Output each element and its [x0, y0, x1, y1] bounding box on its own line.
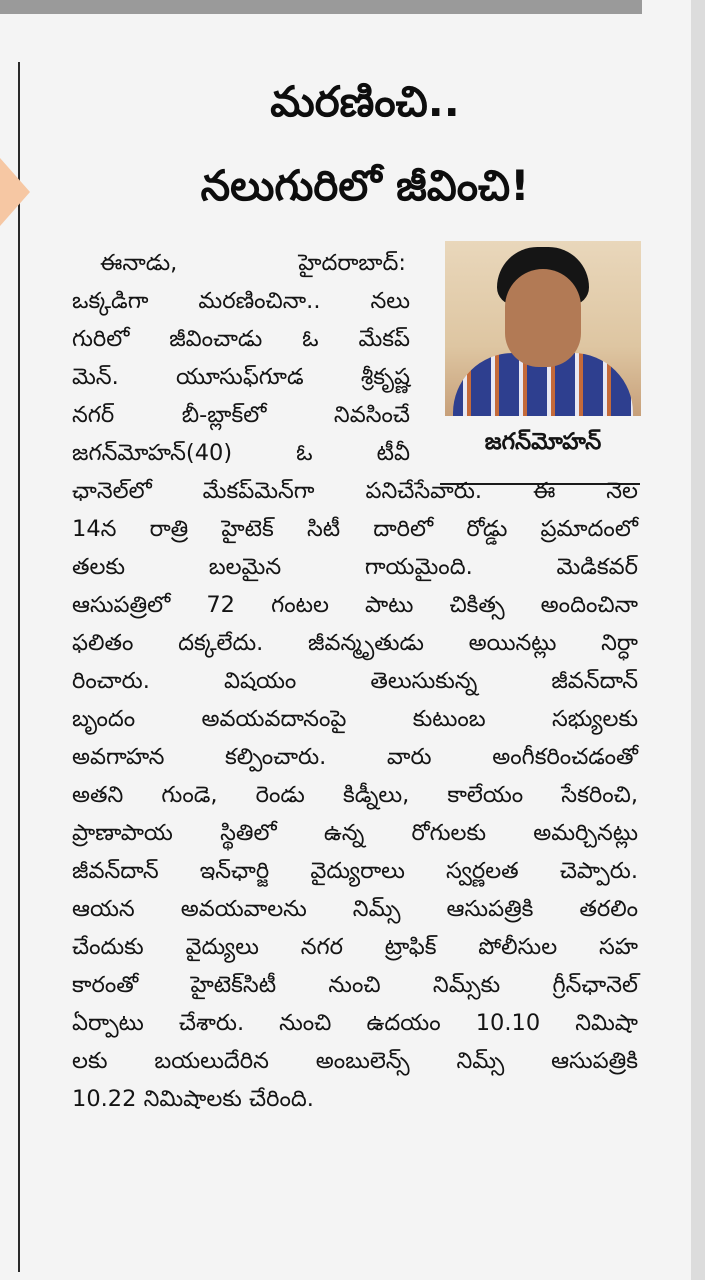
- orange-arrow-marker: [0, 158, 30, 226]
- article-line: కారంతో హైటెక్‌సిటీ నుంచి నిమ్స్‌కు గ్రీన్‌ఛానెల్: [72, 972, 638, 998]
- article-line: అతని గుండె, రెండు కిడ్నీలు, కాలేయం సేకరించి,: [72, 782, 638, 808]
- article-line: తలకు బలమైన గాయమైంది. మెడికవర్: [72, 554, 638, 580]
- article-line: గురిలో జీవించాడు ఓ మేకప్: [72, 326, 410, 352]
- page-right-edge: [691, 0, 705, 1280]
- article-line: ప్రాణాపాయ స్థితిలో ఉన్న రోగులకు అమర్చినట్లు: [72, 820, 638, 846]
- article-line: అవగాహన కల్పించారు. వారు అంగీకరించడంతో: [72, 744, 638, 770]
- article-line: చేందుకు వైద్యులు నగర ట్రాఫిక్ పోలీసుల సహ: [72, 934, 638, 960]
- article-line: నగర్ బీ-బ్లాక్‌లో నివసించే: [72, 402, 410, 428]
- article-line: ఛానెల్‌లో మేకప్‌మెన్‌గా పనిచేసేవారు. ఈ నెల: [72, 478, 638, 504]
- article-line: ఆయన అవయవాలను నిమ్స్ ఆసుపత్రికి తరలిం: [72, 896, 638, 922]
- article-line: 14న రాత్రి హైటెక్ సిటీ దారిలో రోడ్డు ప్రమాదంలో: [72, 516, 638, 542]
- article-line: జగన్‌మోహన్(40) ఓ టీవీ: [72, 440, 410, 466]
- portrait-face: [505, 269, 581, 367]
- portrait-photo: [445, 241, 641, 416]
- photo-caption: జగన్‌మోహన్: [484, 429, 602, 455]
- article-line: ఒక్కడిగా మరణించినా.. నలు: [72, 288, 410, 314]
- article-line: రించారు. విషయం తెలుసుకున్న జీవన్‌దాన్: [72, 668, 638, 694]
- article-line: ఆసుపత్రిలో 72 గంటల పాటు చికిత్స అందించినా: [72, 592, 638, 618]
- top-page-strip: [0, 0, 642, 14]
- article-line: ఫలితం దక్కలేదు. జీవన్మృతుడు అయినట్లు నిర్ధా: [72, 630, 638, 656]
- left-column-rule: [0, 62, 20, 1272]
- headline-line-2: నలుగురిలో జీవించి!: [200, 161, 530, 210]
- article-line: జీవన్‌దాన్ ఇన్‌ఛార్జి వైద్యురాలు స్వర్ణలత చెప్పారు.: [72, 858, 638, 884]
- article-line: లకు బయలుదేరిన అంబులెన్స్ నిమ్స్ ఆసుపత్రికి: [72, 1048, 638, 1074]
- headline-line-1: మరణించి..: [270, 77, 460, 126]
- article-line: 10.22 నిమిషాలకు చేరింది.: [72, 1086, 314, 1112]
- article-line: ఏర్పాటు చేశారు. నుంచి ఉదయం 10.10 నిమిషా: [72, 1010, 638, 1036]
- article-line: మెన్. యూసుఫ్‌గూడ శ్రీకృష్ణ: [72, 364, 410, 390]
- article-line: ఈనాడు, హైదరాబాద్:: [100, 250, 406, 276]
- article-line: బృందం అవయవదానంపై కుటుంబ సభ్యులకు: [72, 706, 638, 732]
